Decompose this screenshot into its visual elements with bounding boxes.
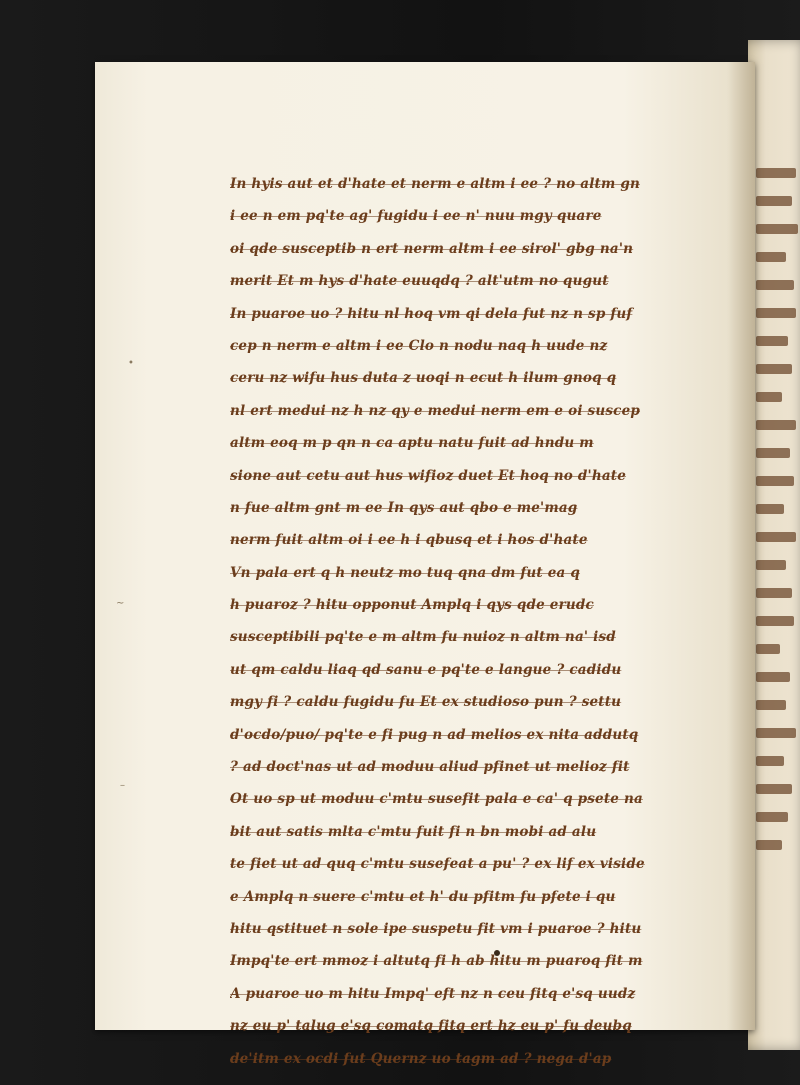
manuscript-text-block (230, 168, 690, 1075)
text-line: Impq'te ert mmoz i altutq fi h ab hitu m puaroq fit m (230, 953, 643, 970)
text-line: susceptibili pq'te e m altm fu nuioz n altm na' isd (230, 629, 616, 646)
text-line: sione aut cetu aut hus wifioz duet Et hoq no d'hate (230, 467, 627, 484)
text-line: i ee n em pq'te ag' fugidu i ee n' nuu mgy quare (230, 208, 602, 225)
text-line: In hyis aut et d'hate et nerm e altm i ee ? no altm gn (230, 176, 640, 192)
gutter-shadow (727, 62, 755, 1030)
text-line: bit aut satis mlta c'mtu fuit fi n bn mobi ad alu (230, 823, 597, 840)
text-line: ? ad doct'nas ut ad moduu aliud pfinet ut melioz fit (230, 759, 630, 776)
text-line: In puaroe uo ? hitu nl hoq vm qi dela fut nz n sp fuf (230, 305, 633, 322)
text-line: nerm fuit altm oi i ee h i qbusq et i hos d'hate (230, 532, 588, 549)
margin-dash-mark: – (120, 780, 125, 791)
margin-pen-mark: ∼ (116, 598, 125, 609)
text-line: A puaroe uo m hitu Impq' eft nz n ceu fitq e'sq uudz (230, 985, 636, 1002)
text-line: oi qde susceptib n ert nerm altm i ee sirol' gbg na'n (230, 240, 634, 257)
margin-dot-mark: • (128, 358, 134, 369)
text-line: mgy fi ? caldu fugidu fu Et ex studioso pun ? settu (230, 694, 622, 711)
text-line: te fiet ut ad quq c'mtu susefeat a pu' ? ex lif ex viside (230, 856, 645, 873)
text-line: hitu qstituet n sole ipe suspetu fit vm i puaroe ? hitu (230, 920, 642, 937)
text-line: altm eoq m p qn n ca aptu natu fuit ad hndu m (230, 435, 594, 452)
text-line: h puaroz ? hitu opponut Amplq i qys qde erudc (230, 597, 594, 614)
text-line: Ot uo sp ut moduu c'mtu susefit pala e ca' q psete na (230, 791, 643, 808)
text-line: Vn pala ert q h neutz mo tuq qna dm fut ea q (230, 564, 581, 581)
text-line: n fue altm gnt m ee In qys aut qbo e me'mag (230, 499, 578, 516)
facing-page-edge (748, 40, 800, 1050)
text-line: nl ert medui nz h nz qy e medui nerm em e oi suscep (230, 402, 641, 419)
text-line: e Amplq n suere c'mtu et h' du pfitm fu pfete i qu (230, 888, 616, 905)
text-line: ut qm caldu liaq qd sanu e pq'te e langue ? cadidu (230, 661, 622, 678)
text-line: merit Et m hys d'hate euuqdq ? alt'utm no qugut (230, 273, 609, 290)
text-line: cep n nerm e altm i ee Clo n nodu naq h uude nz (230, 337, 608, 354)
text-line: nz eu p' talug e'sq comatq fitq ert hz eu p' fu deubq (230, 1018, 632, 1035)
text-line: de'itm ex ocdi fut Quernz uo tagm ad ? nega d'ap (230, 1050, 612, 1067)
text-line: d'ocdo/puo/ pq'te e fi pug n ad melios ex nita addutq (230, 726, 639, 743)
text-line: ceru nz wifu hus duta z uoqi n ecut h ilum gnoq q (230, 370, 617, 387)
